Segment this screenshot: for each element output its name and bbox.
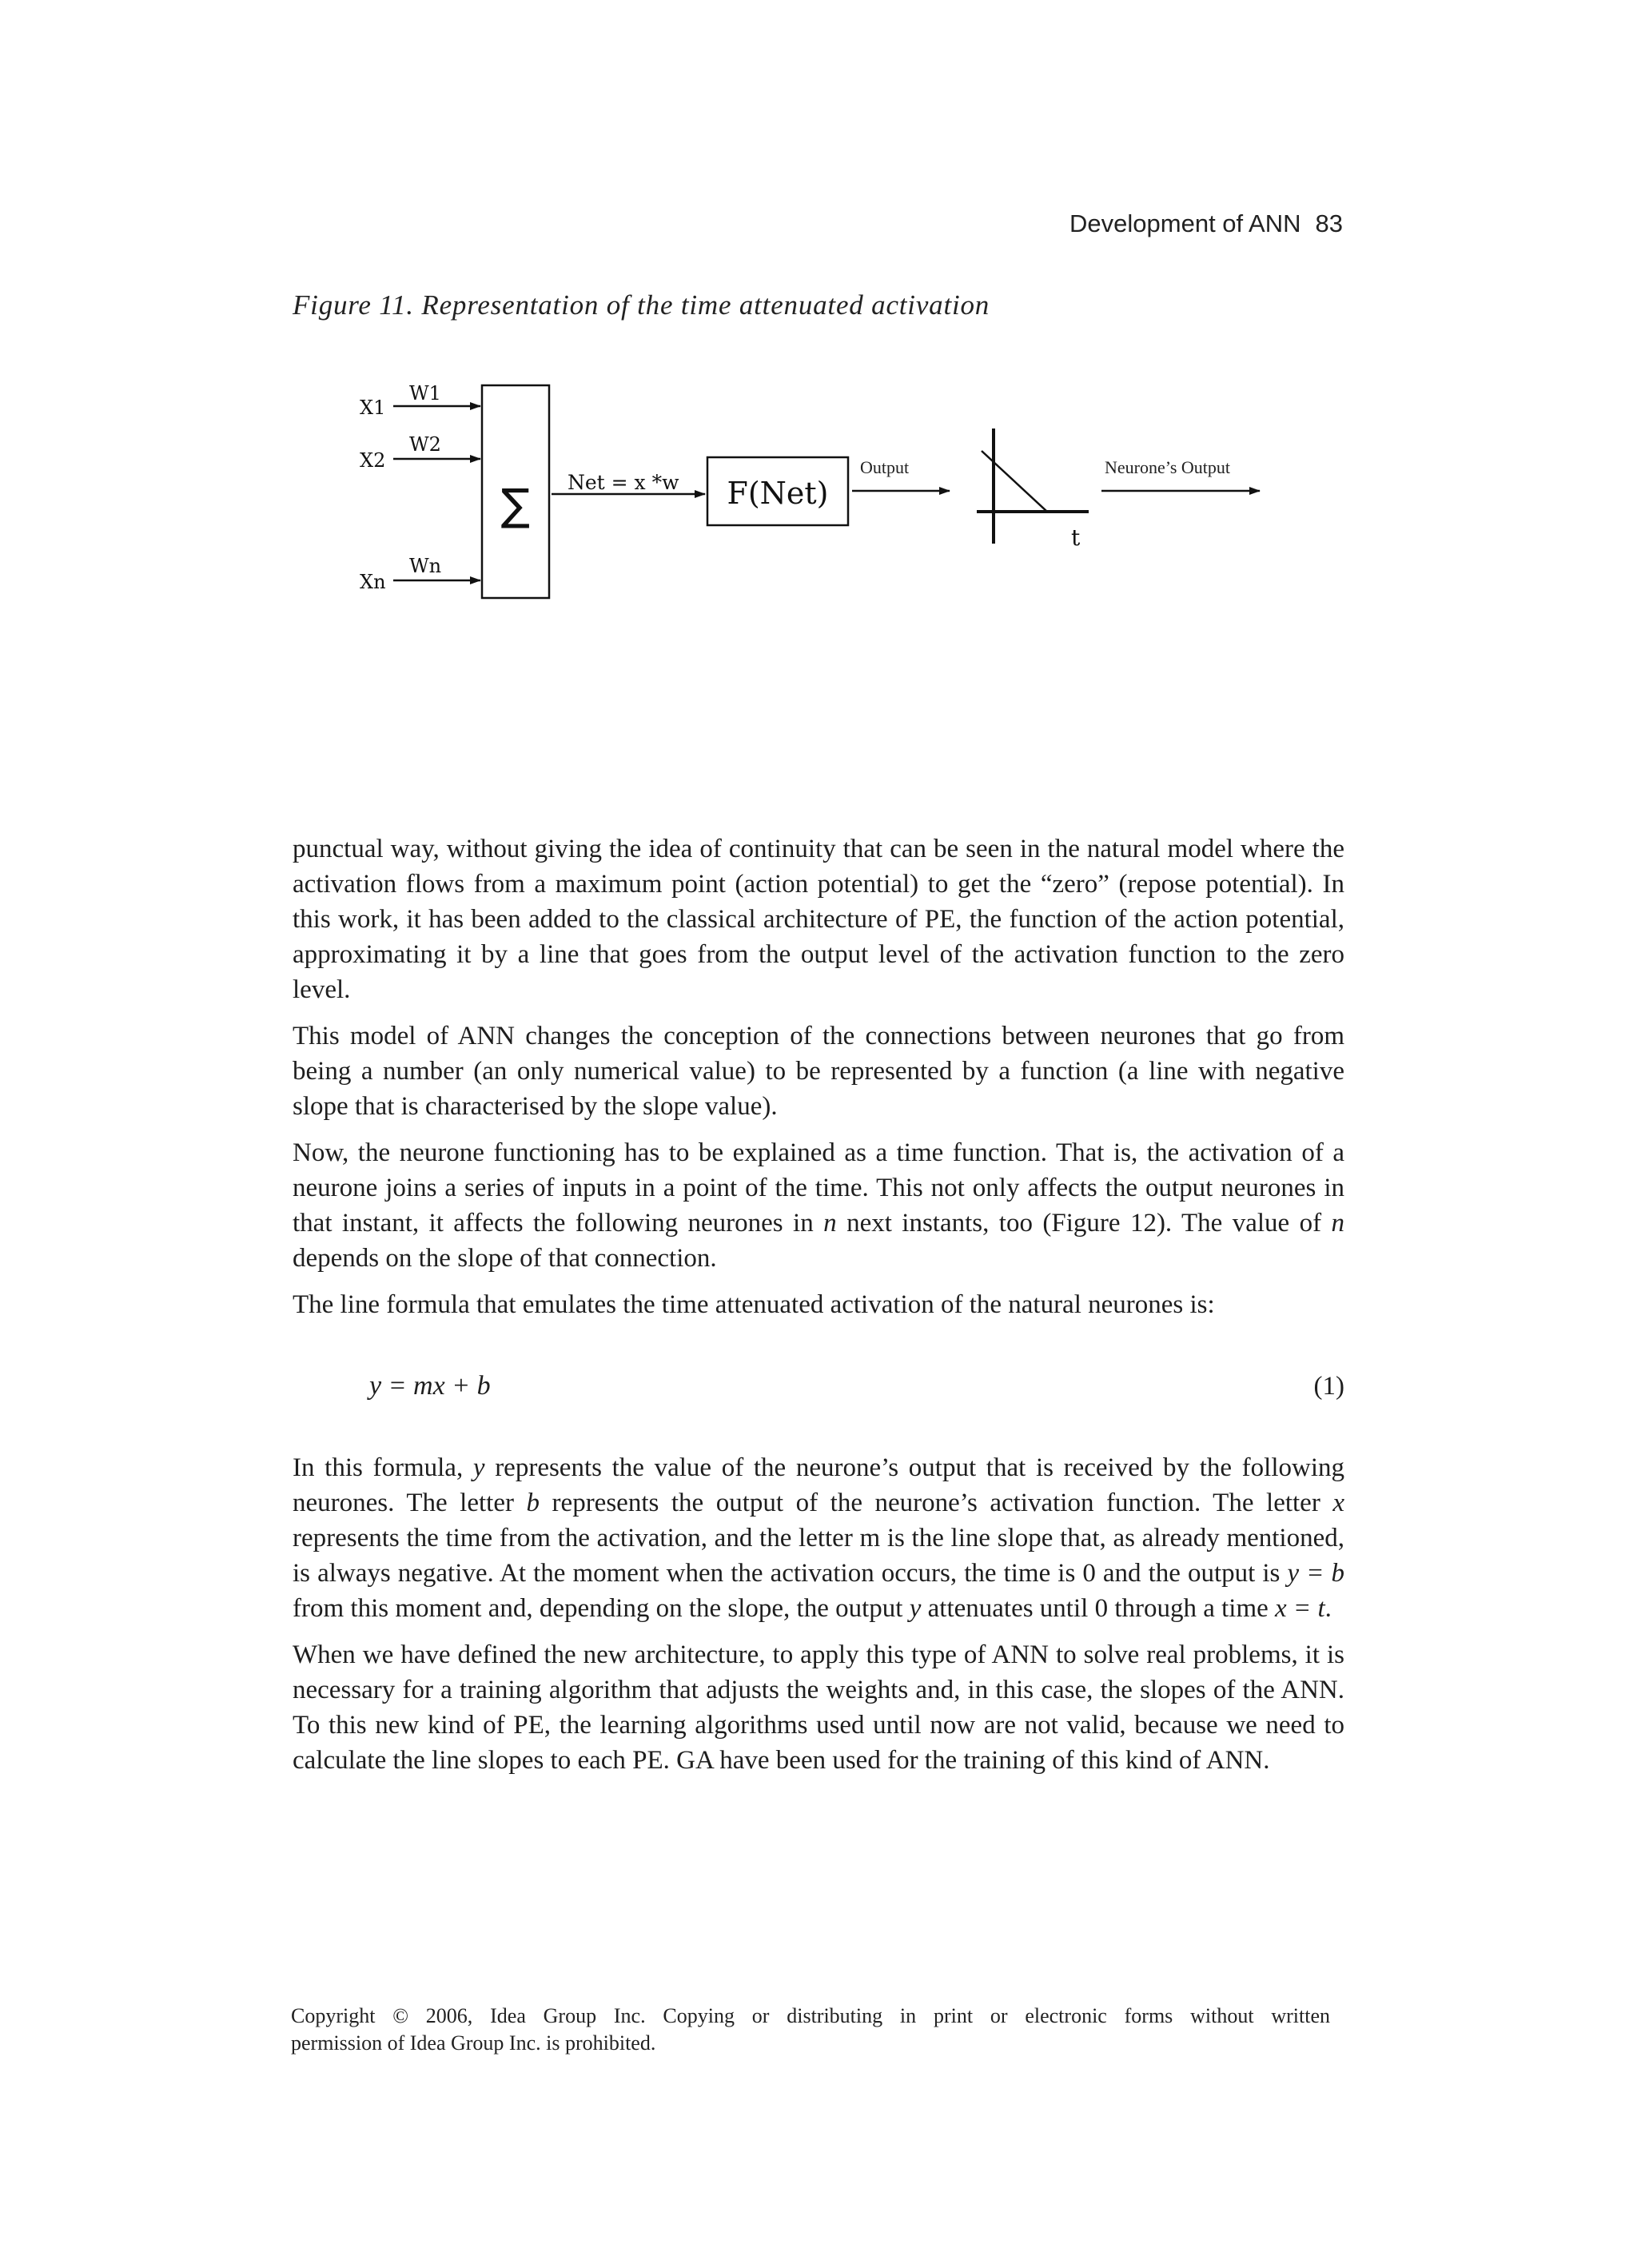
neuron-diagram xyxy=(0,0,1637,719)
copyright-footer xyxy=(291,2003,1330,2057)
weight-w1-label: W1 xyxy=(409,382,441,405)
variable-n: n xyxy=(823,1209,837,1238)
paragraph-5-text-b: represents the value of the neurone’s output that is received by the following neurones. The letter xyxy=(293,1453,1344,1517)
attenuation-slope-line xyxy=(982,451,1047,512)
summation-symbol: ∑ xyxy=(500,480,531,530)
weight-wn-label: Wn xyxy=(409,555,442,577)
paragraph-4: The line formula that emulates the time attenuated activation of the natural neurones is: xyxy=(293,1290,1215,1319)
equation-number: (1) xyxy=(1313,1372,1344,1401)
neurone-output-label: Neurone’s Output xyxy=(1105,457,1231,477)
paragraph-3-text-c: depends on the slope of that connection. xyxy=(293,1244,717,1273)
variable-b: b xyxy=(526,1489,540,1517)
weight-w2-label: W2 xyxy=(409,433,441,456)
paragraph-1: punctual way, without giving the idea of continuity that can be seen in the natural model where the activation flows from a maximum point (action potential) to get the “zero” (repose potential). In this work, it has been added to the classical architecture of PE, the function of the action potential, approximating it by a line that goes from the output level of the activation function to the zero level. xyxy=(293,835,1344,1004)
expression-x-equals-t: x = t xyxy=(1275,1594,1325,1623)
paragraph-6: When we have defined the new architecture, to apply this type of ANN to solve real problems, it is necessary for a training algorithm that adjusts the weights and, in this case, the slopes of the ANN. To this new kind of PE, the learning algorithms used until now are not valid, because we need to calculate the line slopes to each PE. GA have been used for the training of this kind of ANN. xyxy=(293,1640,1344,1775)
paragraph-3 xyxy=(293,1135,1344,1276)
input-xn-label: Xn xyxy=(360,571,386,593)
figure-caption: Figure 11. Representation of the time attenuated activation xyxy=(293,289,990,321)
paragraph-5 xyxy=(293,1450,1344,1626)
paragraph-5-text-d: represents the time from the activation, and the letter m is the line slope that, as already mentioned, is always negative. At the moment when the activation occurs, the time is 0 and the output is xyxy=(293,1524,1344,1588)
equation-formula: y = mx + b xyxy=(369,1371,491,1401)
copyright-line-2: permission of Idea Group Inc. is prohibited. xyxy=(291,2031,656,2055)
running-title: Development of ANN xyxy=(1069,209,1301,237)
output-label: Output xyxy=(860,457,910,477)
paragraph-2: This model of ANN changes the conception of the connections between neurones that go from being a number (an only numerical value) to be represented by a function (a line with negative slope that is characterised by the slope value). xyxy=(293,1022,1344,1121)
body-text xyxy=(293,831,1344,1789)
paragraph-5-text-f: attenuates until 0 through a time xyxy=(921,1594,1276,1623)
net-label: Net = x *w xyxy=(568,471,679,494)
equation-1 xyxy=(293,1369,1344,1404)
page-number: 83 xyxy=(1315,209,1343,237)
time-axis-label: t xyxy=(1071,524,1081,551)
variable-x: x xyxy=(1332,1489,1345,1517)
paragraph-5-text-c: represents the output of the neurone’s activation function. The letter xyxy=(540,1489,1333,1517)
expression-y-equals-b: y = b xyxy=(1287,1559,1344,1588)
variable-y: y xyxy=(472,1453,485,1482)
paragraph-5-text-g: . xyxy=(1324,1594,1332,1623)
paragraph-3-text-a: Now, the neurone functioning has to be explained as a time function. That is, the activation of a neurone joins a series of inputs in a point of the time. This not only affects the output neurones in that instant, it affects the following neurones in xyxy=(293,1138,1344,1238)
paragraph-5-text-a: In this formula, xyxy=(293,1453,473,1482)
variable-n: n xyxy=(1331,1209,1344,1238)
function-label: F(Net) xyxy=(727,476,829,511)
paragraph-5-text-e: from this moment and, depending on the slope, the output xyxy=(293,1594,910,1623)
variable-y: y xyxy=(909,1594,922,1623)
copyright-line-1: Copyright © 2006, Idea Group Inc. Copying or distributing in print or electronic forms without written xyxy=(291,2004,1330,2027)
paragraph-3-text-b: next instants, too (Figure 12). The value of xyxy=(836,1209,1332,1238)
input-x1-label: X1 xyxy=(360,397,386,419)
input-x2-label: X2 xyxy=(360,449,386,472)
